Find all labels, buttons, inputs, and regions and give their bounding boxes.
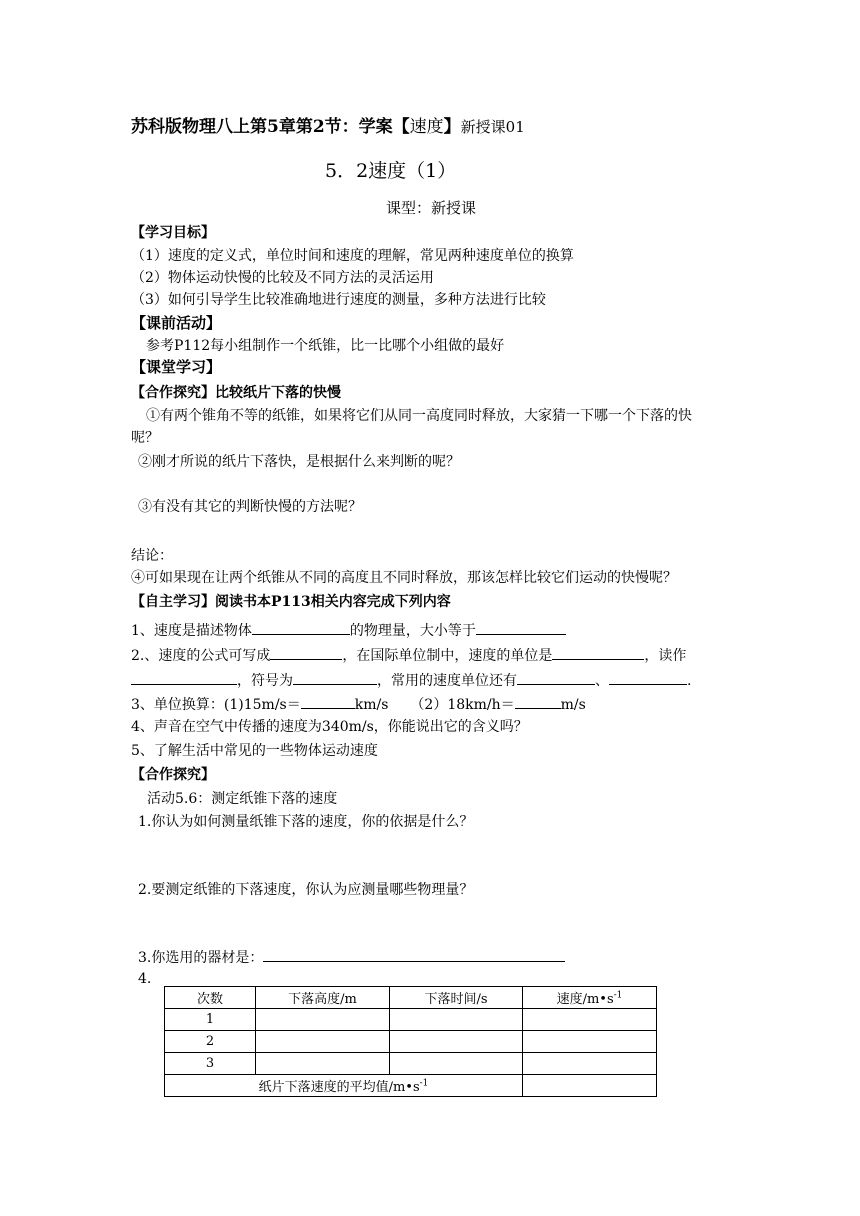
self-study-line-4 xyxy=(131,693,586,715)
table-row xyxy=(165,1031,657,1053)
text: 速度/m•s xyxy=(556,992,614,1007)
coop2-question-1: 1.你认为如何测量纸锥下落的速度，你的依据是什么？ xyxy=(138,814,474,830)
coop2-question-2: 2.要测定纸锥的下落速度，你认为应测量哪些物理量？ xyxy=(138,882,474,898)
text: ，符号为 xyxy=(237,673,293,689)
text: 的物理量，大小等于 xyxy=(349,623,476,639)
title-bracket: 】 xyxy=(443,117,461,137)
measurement-table xyxy=(164,986,657,1097)
self-study-line-1 xyxy=(131,619,566,641)
avg-value-cell[interactable] xyxy=(523,1075,657,1097)
blank[interactable] xyxy=(552,644,644,660)
superscript: -1 xyxy=(613,990,623,1001)
table-header-row xyxy=(165,987,657,1009)
pre-activity-heading: 【课前活动】 xyxy=(131,314,222,332)
text: ，读作 xyxy=(644,648,687,664)
coop1-question-2: ②刚才所说的纸片下落快，是根据什么来判断的呢？ xyxy=(138,454,460,470)
objectives-heading: 【学习目标】 xyxy=(131,225,215,241)
document-title xyxy=(131,117,525,137)
text: ，在国际单位制中，速度的单位是 xyxy=(342,648,553,664)
coop1-question-4: ④可如果现在让两个纸锥从不同的高度且不同时释放，那该怎样比较它们运动的快慢呢？ xyxy=(131,570,677,586)
conclusion-label: 结论： xyxy=(131,548,173,564)
table-cell[interactable] xyxy=(256,1009,390,1031)
table-cell[interactable] xyxy=(523,1031,657,1053)
blank[interactable] xyxy=(476,619,566,635)
blank[interactable] xyxy=(293,669,377,685)
text: . xyxy=(687,673,692,689)
text: 2.、速度的公式可写成 xyxy=(131,648,271,664)
blank[interactable] xyxy=(301,693,355,709)
text: 3.你选用的器材是： xyxy=(138,950,264,966)
header-height: 下落高度/m xyxy=(256,987,390,1009)
row-number: 1 xyxy=(165,1009,256,1031)
row-number: 2 xyxy=(165,1031,256,1053)
table-row xyxy=(165,1053,657,1075)
header-speed xyxy=(523,987,657,1009)
table-cell[interactable] xyxy=(390,1053,523,1075)
table-avg-row xyxy=(165,1075,657,1097)
title-tail: 新授课01 xyxy=(460,118,525,136)
coop2-question-4: 4. xyxy=(138,971,152,987)
table-cell[interactable] xyxy=(390,1009,523,1031)
self-study-heading: 【自主学习】阅读书本P113相关内容完成下列内容 xyxy=(131,594,451,610)
coop1-question-3: ③有没有其它的判断快慢的方法呢？ xyxy=(138,499,362,515)
coop2-heading: 【合作探究】 xyxy=(131,767,215,783)
objective-item: （3）如何引导学生比较准确地进行速度的测量，多种方法进行比较 xyxy=(131,292,546,308)
self-study-line-6: 5、了解生活中常见的一些物体运动速度 xyxy=(131,743,378,759)
text: ，常用的速度单位还有 xyxy=(377,673,517,689)
equipment-blank[interactable] xyxy=(263,946,565,962)
table-row xyxy=(165,1009,657,1031)
table-cell[interactable] xyxy=(390,1031,523,1053)
title-topic: 速度 xyxy=(409,117,444,137)
text: （2）18km/h＝ xyxy=(410,697,515,713)
row-number: 3 xyxy=(165,1053,256,1075)
blank[interactable] xyxy=(515,693,561,709)
coop1-heading: 【合作探究】比较纸片下落的快慢 xyxy=(131,385,341,401)
blank[interactable] xyxy=(270,644,342,660)
classroom-heading: 【课堂学习】 xyxy=(131,358,222,376)
superscript: -1 xyxy=(419,1078,429,1089)
table-cell[interactable] xyxy=(523,1053,657,1075)
text: km/s xyxy=(354,697,389,713)
text: m/s xyxy=(560,697,586,713)
blank[interactable] xyxy=(252,619,350,635)
table-cell[interactable] xyxy=(256,1053,390,1075)
table-cell[interactable] xyxy=(523,1009,657,1031)
blank[interactable] xyxy=(131,669,237,685)
lesson-type: 课型：新授课 xyxy=(386,199,477,217)
text: 3、单位换算：(1)15m/s＝ xyxy=(131,697,301,713)
objective-item: （2）物体运动快慢的比较及不同方法的灵活运用 xyxy=(131,270,434,286)
objective-item: （1）速度的定义式，单位时间和速度的理解，常见两种速度单位的换算 xyxy=(131,248,574,264)
avg-label xyxy=(165,1075,523,1097)
blank[interactable] xyxy=(517,669,595,685)
lesson-subtitle: 5．2速度（1） xyxy=(325,160,457,182)
coop1-question-1: ①有两个锥角不等的纸锥，如果将它们从同一高度同时释放，大家猜一下哪一个下落的快 xyxy=(146,408,692,424)
coop2-question-3 xyxy=(138,946,565,968)
text: 纸片下落速度的平均值/m•s xyxy=(258,1080,420,1095)
self-study-line-3 xyxy=(131,669,691,691)
coop1-question-1-cont: 呢？ xyxy=(131,430,159,446)
text: 、 xyxy=(595,673,609,689)
header-time: 下落时间/s xyxy=(390,987,523,1009)
table-cell[interactable] xyxy=(256,1031,390,1053)
title-main: 苏科版物理八上第5章第2节：学案【 xyxy=(131,117,410,137)
self-study-line-2 xyxy=(131,644,686,666)
pre-activity-text: 参考P112每小组制作一个纸锥，比一比哪个小组做的最好 xyxy=(146,338,505,354)
header-count: 次数 xyxy=(165,987,256,1009)
activity-title: 活动5.6：测定纸锥下落的速度 xyxy=(147,791,338,807)
blank[interactable] xyxy=(609,669,687,685)
self-study-line-5: 4、声音在空气中传播的速度为340m/s，你能说出它的含义吗？ xyxy=(131,719,528,735)
text: 1、速度是描述物体 xyxy=(131,623,252,639)
